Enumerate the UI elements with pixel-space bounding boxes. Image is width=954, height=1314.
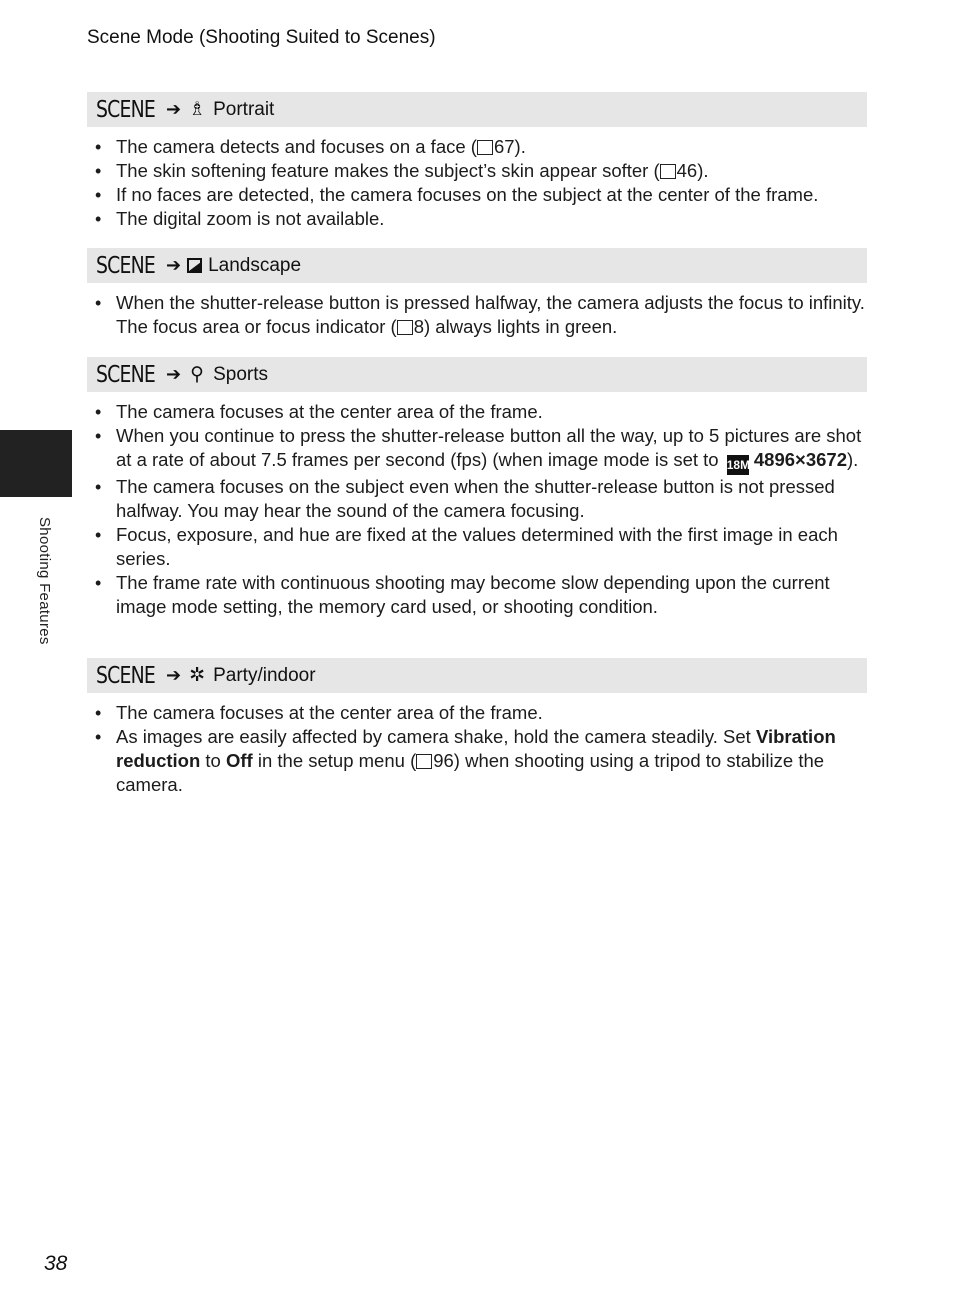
scene-mode-icon: SCENE [96, 96, 155, 123]
image-mode-18m-icon: 18M [727, 455, 749, 475]
list-item: • The camera focuses on the subject even when the shutter-release button is not pressed halfway. You may hear the sound of the camera focusing. [87, 475, 867, 523]
chapter-label: Shooting Features [36, 517, 53, 645]
section-title: Sports [213, 363, 269, 385]
list-item: • The camera detects and focuses on a face ( 67). [87, 135, 867, 159]
list-item: • The camera focuses at the center area of the frame. [87, 400, 867, 424]
page-number: 38 [44, 1252, 68, 1275]
landscape-icon [187, 258, 202, 273]
list-item: • As images are easily affected by camera shake, hold the camera steadily. Set Vibration reduction to Off in the setup menu ( 96) when shooting using a tripod to stabilize the camera. [87, 725, 867, 797]
bullet-list [87, 400, 867, 619]
section-heading [87, 248, 867, 283]
bullet-list [87, 291, 867, 339]
portrait-icon: ♗ [188, 99, 206, 120]
page-reference-icon [477, 140, 493, 155]
section-title: Landscape [208, 254, 302, 276]
section-heading [87, 92, 867, 127]
party-indoor-icon: ✲ [189, 665, 206, 686]
section-heading [87, 357, 867, 392]
section-title: Party/indoor [213, 664, 316, 686]
list-item: • When the shutter-release button is pressed halfway, the camera adjusts the focus to infinity. The focus area or focus indicator ( 8) always lights in green. [87, 291, 867, 339]
page-reference-icon [397, 320, 413, 335]
list-item: • If no faces are detected, the camera focuses on the subject at the center of the frame. [87, 183, 867, 207]
sports-icon: ⚲ [190, 364, 205, 385]
bullet-list [87, 701, 867, 797]
list-item: • The digital zoom is not available. [87, 207, 867, 231]
list-item: • The frame rate with continuous shooting may become slow depending upon the current image mode setting, the memory card used, or shooting condition. [87, 571, 867, 619]
list-item: • The skin softening feature makes the subject’s skin appear softer ( 46). [87, 159, 867, 183]
arrow-right-icon: ➔ [166, 665, 182, 685]
page-reference-icon [416, 754, 432, 769]
list-item: • The camera focuses at the center area of the frame. [87, 701, 867, 725]
list-item: • When you continue to press the shutter-release button all the way, up to 5 pictures are shot at a rate of about 7.5 frames per second (fps) (when image mode is set to 18M 4896×3672). [87, 424, 867, 475]
section-title: Portrait [213, 98, 275, 120]
list-item: • Focus, exposure, and hue are fixed at the values determined with the first image in each series. [87, 523, 867, 571]
section-heading [87, 658, 867, 693]
section-sports [87, 357, 867, 619]
arrow-right-icon: ➔ [166, 364, 182, 384]
page-reference-icon [660, 164, 676, 179]
section-party-indoor [87, 658, 867, 797]
bullet-list [87, 135, 867, 231]
arrow-right-icon: ➔ [166, 255, 182, 275]
running-head: Scene Mode (Shooting Suited to Scenes) [87, 27, 436, 48]
arrow-right-icon: ➔ [166, 99, 182, 119]
section-landscape [87, 248, 867, 339]
scene-mode-icon: SCENE [96, 662, 155, 689]
scene-mode-icon: SCENE [96, 252, 155, 279]
scene-mode-icon: SCENE [96, 361, 155, 388]
section-portrait [87, 92, 867, 231]
chapter-tab [0, 430, 72, 497]
